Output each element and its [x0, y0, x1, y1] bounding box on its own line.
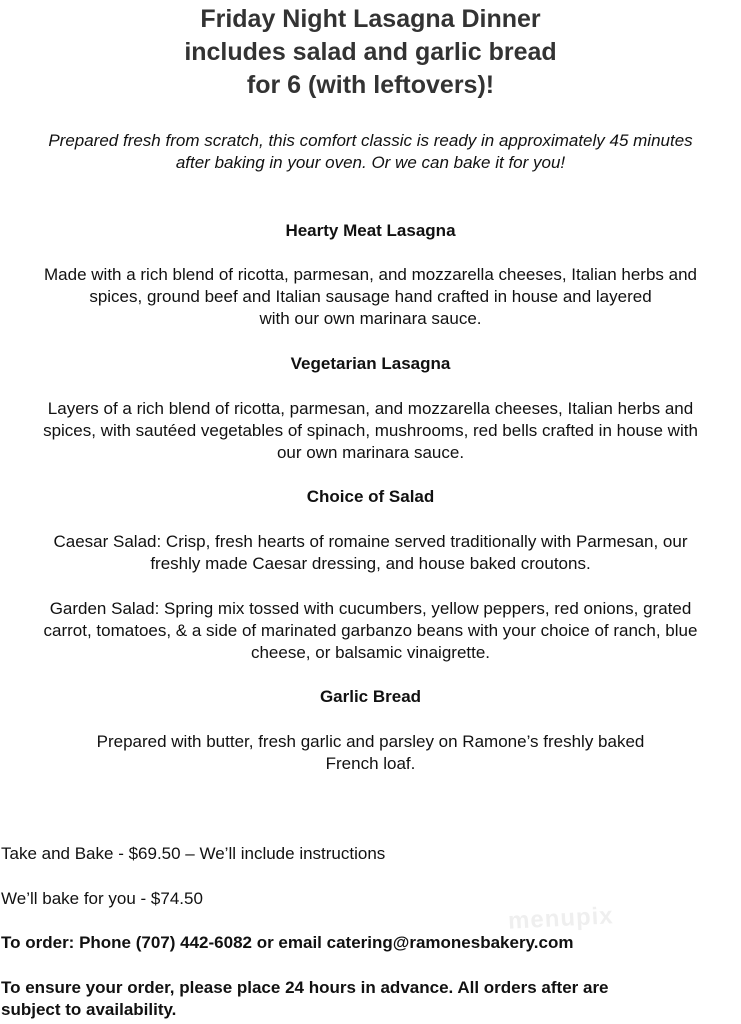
caesar-line-1: Caesar Salad: Crisp, fresh hearts of romaine served traditionally with Parmesan, our [53, 532, 688, 551]
intro-line-1: Prepared fresh from scratch, this comfort classic is ready in approximately 45 minutes [48, 131, 693, 150]
order-notice-line-1: To ensure your order, please place 24 hours in advance. All orders after are [1, 978, 609, 997]
meat-lasagna-description [0, 264, 741, 330]
caesar-salad-description [0, 531, 741, 575]
title-line-2: includes salad and garlic bread [184, 38, 557, 66]
garlic-bread-line-2: French loaf. [325, 754, 416, 773]
veg-lasagna-line-3: our own marinara sauce. [276, 443, 465, 462]
veg-lasagna-heading: Vegetarian Lasagna [290, 354, 451, 373]
caesar-line-2: freshly made Caesar dressing, and house baked croutons. [150, 554, 591, 573]
order-contact: To order: Phone (707) 442-6082 or email catering@ramonesbakery.com [1, 933, 574, 952]
intro-line-2: after baking in your oven. Or we can bake it for you! [175, 153, 566, 172]
garden-line-3: cheese, or balsamic vinaigrette. [250, 643, 491, 662]
garden-line-2: carrot, tomatoes, & a side of marinated garbanzo beans with your choice of ranch, blue [43, 621, 698, 640]
garlic-bread-heading: Garlic Bread [319, 687, 422, 706]
title-line-3: for 6 (with leftovers)! [246, 71, 495, 99]
garlic-bread-description [0, 731, 741, 775]
menu-title [0, 3, 741, 102]
meat-lasagna-line-3: with our own marinara sauce. [259, 309, 482, 328]
order-notice-line-2: subject to availability. [1, 1000, 177, 1019]
garden-salad-description [0, 598, 741, 664]
garlic-bread-line-1: Prepared with butter, fresh garlic and parsley on Ramone’s freshly baked [96, 732, 645, 751]
meat-lasagna-heading: Hearty Meat Lasagna [285, 221, 456, 240]
veg-lasagna-line-1: Layers of a rich blend of ricotta, parmesan, and mozzarella cheeses, Italian herbs and [47, 399, 694, 418]
salad-heading: Choice of Salad [306, 487, 435, 506]
we-bake-price: We’ll bake for you - $74.50 [1, 889, 203, 908]
intro-text [0, 130, 741, 174]
veg-lasagna-description [0, 398, 741, 464]
garden-line-1: Garden Salad: Spring mix tossed with cucumbers, yellow peppers, red onions, grated [49, 599, 692, 618]
title-line-1: Friday Night Lasagna Dinner [200, 5, 541, 33]
take-and-bake-price: Take and Bake - $69.50 – We’ll include instructions [1, 844, 386, 863]
meat-lasagna-line-2: spices, ground beef and Italian sausage hand crafted in house and layered [89, 287, 652, 306]
veg-lasagna-line-2: spices, with sautéed vegetables of spinach, mushrooms, red bells crafted in house with [43, 421, 698, 440]
watermark-logo: menupix [507, 902, 615, 935]
meat-lasagna-line-1: Made with a rich blend of ricotta, parmesan, and mozzarella cheeses, Italian herbs and [44, 265, 697, 284]
